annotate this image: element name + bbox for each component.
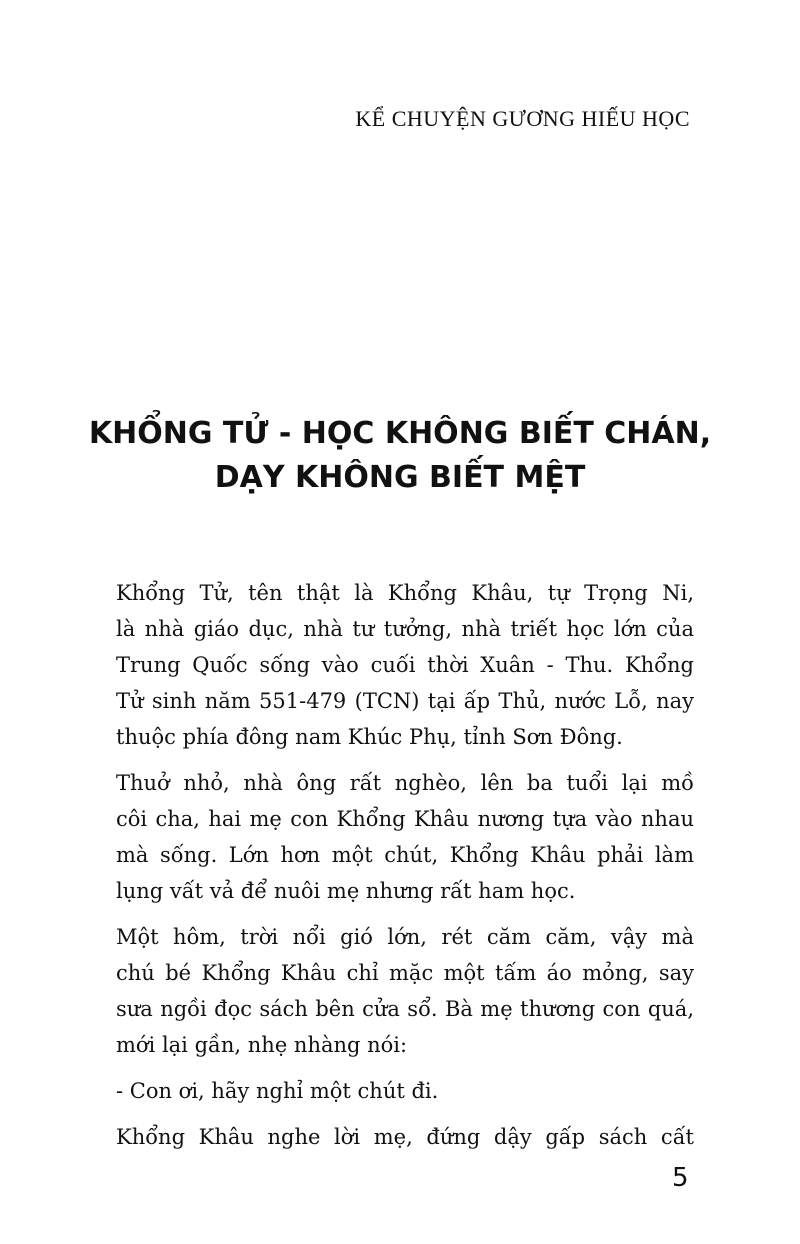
text-line: sưa ngồi đọc sách bên cửa sổ. Bà mẹ thương con quá, xyxy=(116,997,694,1021)
paragraph-2 xyxy=(116,765,694,909)
body-text xyxy=(116,575,694,1165)
chapter-title-line-2: DẠY KHÔNG BIẾT MỆT xyxy=(214,460,586,495)
text-line: mà sống. Lớn hơn một chút, Khổng Khâu phải làm xyxy=(116,843,694,867)
paragraph-3 xyxy=(116,919,694,1063)
text-line: Trung Quốc sống vào cuối thời Xuân - Thu. Khổng xyxy=(116,653,694,677)
running-header: KỂ CHUYỆN GƯƠNG HIẾU HỌC xyxy=(355,106,690,131)
text-line: Khổng Tử, tên thật là Khổng Khâu, tự Trọng Ni, xyxy=(116,581,694,605)
text-line: Thuở nhỏ, nhà ông rất nghèo, lên ba tuổi lại mồ xyxy=(116,771,694,795)
text-line: Tử sinh năm 551-479 (TCN) tại ấp Thủ, nước Lỗ, nay xyxy=(116,689,694,713)
text-line: chú bé Khổng Khâu chỉ mặc một tấm áo mỏng, say xyxy=(116,961,694,985)
chapter-title-line-1: KHỔNG TỬ - HỌC KHÔNG BIẾT CHÁN, xyxy=(88,416,712,451)
text-line: là nhà giáo dục, nhà tư tưởng, nhà triết học lớn của xyxy=(116,617,694,641)
text-line: mới lại gần, nhẹ nhàng nói: xyxy=(116,1033,408,1057)
paragraph-1 xyxy=(116,575,694,755)
paragraph-5 xyxy=(116,1119,694,1155)
page-number: 5 xyxy=(672,1163,689,1193)
paragraph-4 xyxy=(116,1073,694,1109)
text-line: Khổng Khâu nghe lời mẹ, đứng dậy gấp sách cất xyxy=(116,1125,694,1149)
text-line: côi cha, hai mẹ con Khổng Khâu nương tựa vào nhau xyxy=(116,807,694,831)
text-line: thuộc phía đông nam Khúc Phụ, tỉnh Sơn Đông. xyxy=(116,725,623,749)
chapter-title xyxy=(0,412,800,500)
text-line: lụng vất vả để nuôi mẹ nhưng rất ham học. xyxy=(116,879,576,903)
text-line: Một hôm, trời nổi gió lớn, rét căm căm, vậy mà xyxy=(116,925,694,949)
text-line: - Con ơi, hãy nghỉ một chút đi. xyxy=(116,1079,439,1103)
